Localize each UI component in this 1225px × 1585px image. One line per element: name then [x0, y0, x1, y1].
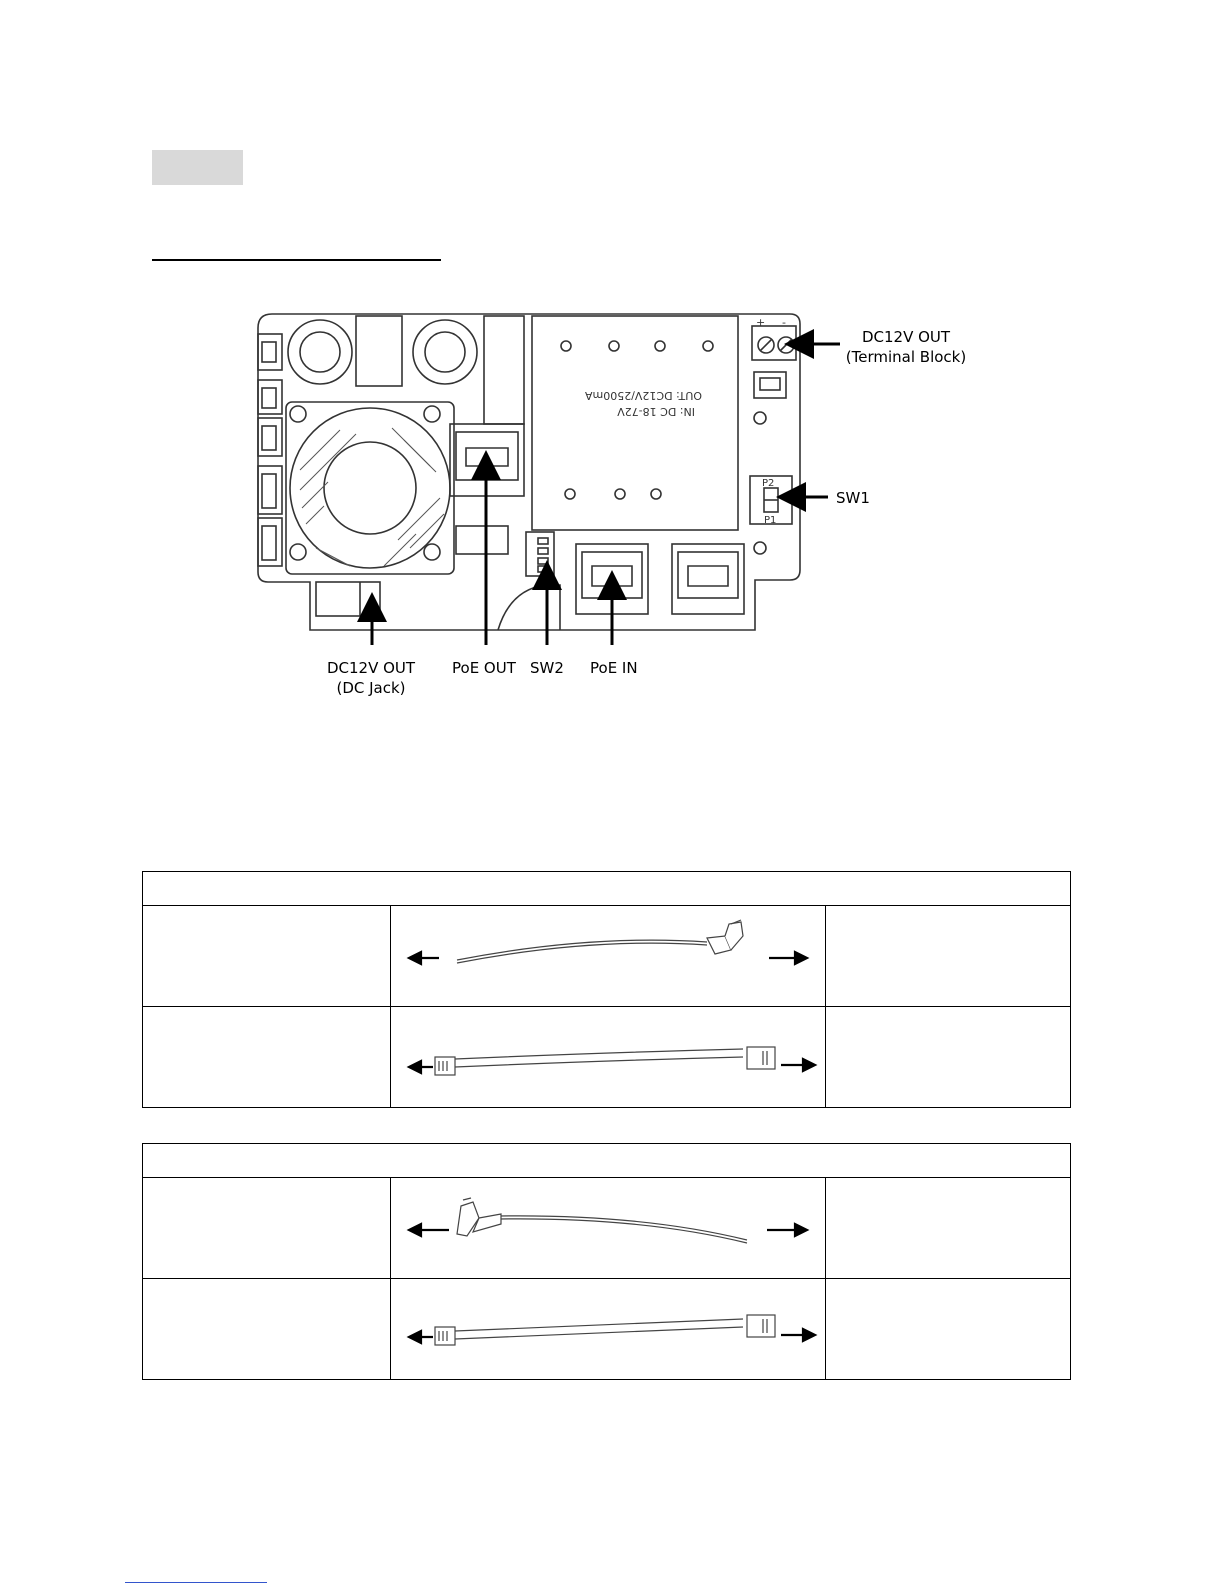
capacitor-right — [413, 320, 477, 384]
table-cell — [826, 1178, 1071, 1279]
cable-table-2 — [142, 1143, 1071, 1380]
terminal-minus: - — [782, 316, 786, 329]
table-cell — [826, 1279, 1071, 1380]
rj45-cable-illustration — [391, 1279, 826, 1379]
cable-illustration-cell — [391, 1279, 826, 1380]
table-header-row — [143, 1144, 1071, 1178]
board-diagram — [240, 305, 840, 645]
label-dc12v-out-terminal-line2: (Terminal Block) — [845, 348, 967, 366]
dc-jack — [316, 582, 380, 616]
section-number-box — [152, 150, 243, 185]
cable-illustration-cell — [391, 1007, 826, 1108]
cable-table-1 — [142, 871, 1071, 1108]
label-dc12v-out-terminal-line1: DC12V OUT — [861, 328, 951, 346]
table-cell — [826, 906, 1071, 1007]
dc-converter-module — [532, 316, 738, 530]
table-row — [143, 1279, 1071, 1380]
table-header-cell — [143, 872, 1071, 906]
label-dc12v-out-terminal — [840, 327, 972, 367]
label-poe-in: PoE IN — [590, 659, 638, 677]
p1-label: P1 — [764, 515, 777, 526]
rj45-cable-illustration — [391, 1007, 826, 1107]
table-header-cell — [143, 1144, 1071, 1178]
label-dc12v-out-jack-line2: (DC Jack) — [336, 679, 406, 697]
table-cell — [826, 1007, 1071, 1108]
table-cell — [143, 906, 391, 1007]
table-header-row — [143, 872, 1071, 906]
in-rating: IN: DC 18-72V — [617, 405, 695, 418]
dc-cable-illustration — [391, 1178, 826, 1278]
cooling-fan — [286, 402, 454, 574]
dc-cable-illustration — [391, 906, 826, 1006]
label-dc12v-out-jack-line1: DC12V OUT — [326, 659, 416, 677]
table-row — [143, 1007, 1071, 1108]
table-row — [143, 906, 1071, 1007]
footer-link-underline — [125, 1582, 267, 1583]
cable-illustration-cell — [391, 1178, 826, 1279]
label-sw2: SW2 — [530, 659, 564, 677]
table-cell — [143, 1178, 391, 1279]
table-cell — [143, 1007, 391, 1108]
table-cell — [143, 1279, 391, 1380]
rj45-jack — [672, 544, 744, 614]
out-rating: OUT: DC12V/2500mA — [584, 389, 702, 402]
p2-label: P2 — [762, 478, 775, 489]
section-heading-underline — [152, 259, 441, 261]
cable-illustration-cell — [391, 906, 826, 1007]
label-poe-out: PoE OUT — [452, 659, 516, 677]
table-row — [143, 1178, 1071, 1279]
terminal-plus: + — [756, 316, 766, 329]
label-dc12v-out-jack — [318, 658, 424, 698]
capacitor-left — [288, 320, 352, 384]
label-sw1: SW1 — [836, 489, 870, 507]
